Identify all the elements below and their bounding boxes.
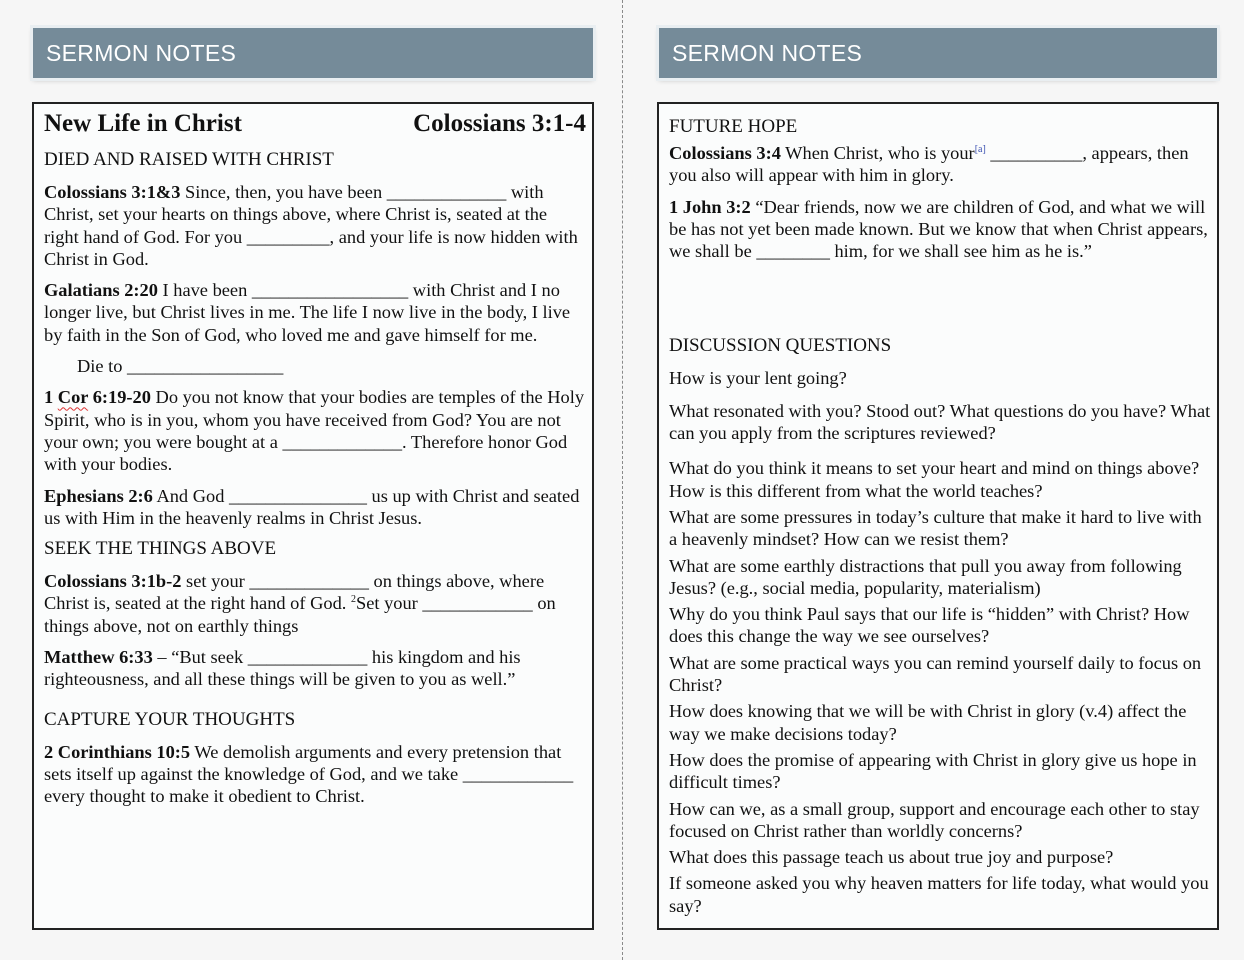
verse-ref-part: Cor [57, 387, 89, 408]
question-item: What resonated with you? Stood out? What questions do you have? What can you apply from the scriptures reviewed? [669, 400, 1211, 444]
verse-text: When Christ, who is your [780, 143, 975, 163]
question-item: What do you think it means to set your heart and mind on things above? How is this different from what the world teaches? [669, 458, 1200, 501]
verse-ref [44, 387, 151, 407]
left-notes-box [32, 102, 594, 930]
verse-2-corinthians-10-5 [44, 741, 586, 808]
verse-text: I have been _________________ with Christ and I no longer live, but Christ lives in me. The life I now live in the body, I live by faith in the Son of God, who loved me and gave himself for me. [44, 280, 571, 345]
question-item: What are some practical ways you can remind yourself daily to focus on Christ? [669, 652, 1202, 696]
verse-colossians-3-1b-2 [44, 570, 586, 637]
right-notes-box [657, 102, 1219, 930]
sermon-title: New Life in Christ [44, 110, 242, 137]
verse-ref: Colossians 3:1b-2 [44, 571, 182, 592]
question-item: Why do you think Paul says that our life is “hidden” with Christ? How does this change the way we see ourselves? [669, 604, 1190, 647]
verse-colossians-3-1-3 [44, 181, 586, 270]
section-heading-capture: CAPTURE YOUR THOUGHTS [44, 708, 296, 730]
question-item: How does knowing that we will be with Christ in glory (v.4) affect the way we make decisions today? [669, 701, 1187, 744]
verse-ref: Matthew 6:33 [44, 647, 153, 668]
verse-text: “Dear friends, now we are children of God, and what we will be has not yet been made known. But we know that when Christ appears, we shall be ________ him, for we shall see him as he is.” [669, 196, 1208, 262]
question-item: How does the promise of appearing with Christ in glory give us hope in difficult times? [669, 749, 1197, 793]
verse-text: Set your ____________ on things above, not on earthly things [44, 593, 556, 636]
verse-ref: Galatians 2:20 [44, 280, 158, 301]
right-page [624, 0, 1244, 960]
verse-ephesians-2-6 [44, 485, 586, 530]
verse-ref: 2 Corinthians 10:5 [44, 741, 191, 762]
verse-text: And God _______________ us up with Christ and seated us with Him in the heavenly realms in Christ Jesus. [44, 485, 580, 528]
section-heading-died-raised: DIED AND RAISED WITH CHRIST [44, 149, 334, 170]
title-row [44, 109, 586, 139]
sermon-reference: Colossians 3:1-4 [413, 110, 586, 137]
verse-text: Do you not know that your bodies are temples of the Holy Spirit, who is in you, whom you have received from God? You are not your own; you were bought at a _____________. Therefore honor God with your bodies. [44, 387, 585, 475]
verse-ref: Colossians 3:1&3 [44, 182, 181, 202]
verse-text: – “But seek _____________ his kingdom and his righteousness, and all these things will be given to you as well.” [44, 647, 521, 690]
section-heading-future-hope: FUTURE HOPE [669, 116, 798, 137]
verse-ref: Colossians 3:4 [669, 143, 781, 163]
right-header: SERMON NOTES [659, 28, 1217, 78]
question-item: What are some pressures in today’s culture that make it hard to live with a heavenly mindset? How can we resist them? [669, 506, 1202, 550]
section-heading-seek: SEEK THE THINGS ABOVE [44, 538, 277, 560]
footnote-link[interactable]: [a] [974, 143, 986, 155]
verse-colossians-3-4 [669, 142, 1211, 187]
verse-ref: Ephesians 2:6 [44, 485, 153, 506]
section-heading-discussion: DISCUSSION QUESTIONS [669, 335, 892, 357]
die-to-line: Die to _________________ [77, 356, 284, 377]
verse-matthew-6-33 [44, 646, 586, 691]
fold-line [622, 0, 623, 960]
verse-ref-part: 6:19-20 [88, 387, 151, 408]
verse-galatians-2-20 [44, 279, 586, 346]
left-header: SERMON NOTES [33, 28, 593, 78]
verse-ref-part: 1 [44, 387, 58, 408]
question-item: How can we, as a small group, support and encourage each other to stay focused on Christ rather than worldly concerns? [669, 798, 1200, 841]
verse-number: 2 [350, 594, 356, 606]
verse-text: Since, then, you have been _____________ with Christ, set your hearts on things above, where Christ is, seated at the right hand of God. For you _________, and your life is now hidden with Christ in God. [44, 182, 578, 269]
question-item: What does this passage teach us about true joy and purpose? [669, 847, 1114, 868]
question-item: How is your lent going? [669, 368, 847, 389]
question-item: If someone asked you why heaven matters for life today, what would you say? [669, 873, 1209, 916]
question-item: What are some earthly distractions that pull you away from following Jesus? (e.g., social media, popularity, materialism) [669, 555, 1182, 598]
verse-text: We demolish arguments and every pretension that sets itself up against the knowledge of God, and we take ____________ every thought to make it obedient to Christ. [44, 741, 574, 807]
verse-text: __________, appears, then you also will appear with him in glory. [669, 143, 1189, 186]
verse-ref: 1 John 3:2 [669, 196, 751, 217]
verse-text: set your _____________ on things above, where Christ is, seated at the right hand of God. [44, 571, 545, 614]
verse-1-cor-6-19-20 [44, 386, 586, 475]
verse-1-john-3-2 [669, 196, 1211, 263]
